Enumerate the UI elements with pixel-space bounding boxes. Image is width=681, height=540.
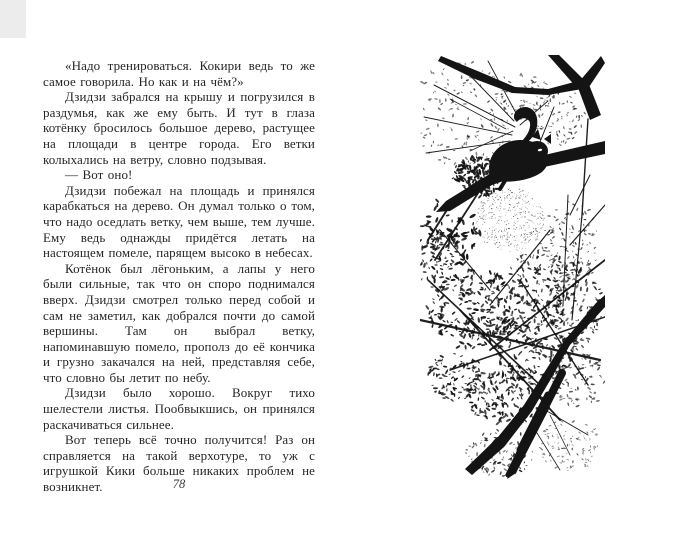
scan-edge-artifact — [0, 0, 26, 38]
page-number: 78 — [172, 477, 186, 491]
paragraph: Вот теперь всё точно получится! Раз он справляется на такой верхотуре, то уж с игрушкой Кики больше никаких проблем не возникнет. — [43, 432, 315, 495]
story-text — [43, 58, 315, 495]
paragraph: Дзидзи забрался на крышу и погрузился в раздумья, как же ему быть. И тут в глаза котёнку бросилось большое дерево, растущее на площади в центре города. Его ветки колыхались на ветру, словно подзывая. — [43, 89, 315, 167]
paragraph: Котёнок был лёгоньким, а лапы у него были сильные, так что он споро поднимался вверх. Дзидзи смотрел только перед собой и сам не заметил, как добрался почти до самой вершины. Там он выбрал ветку, напоминавшую помело, прополз до её кончика и грузно закачался на ней, представляя себе, что словно бы летит по небу. — [43, 260, 315, 385]
cat-in-tree-illustration — [420, 55, 605, 485]
left-page — [43, 58, 315, 495]
paragraph: «Надо тренироваться. Кокири ведь то же самое говорила. Но как и на чём?» — [43, 58, 315, 89]
foliage-leaves — [420, 61, 605, 478]
twig-lines — [420, 61, 605, 470]
right-page — [420, 55, 605, 485]
paragraph: Дзидзи было хорошо. Вокруг тихо шелестели листья. Пообвыкшись, он принялся раскачиваться сильнее. — [43, 385, 315, 432]
paragraph-dialogue: — Вот оно! — [65, 167, 133, 183]
black-cat-silhouette — [482, 107, 551, 189]
paragraph: Дзидзи побежал на площадь и принялся карабкаться на дерево. Он думал только о том, что надо оседлать ветку, чем выше, тем лучше. Ему ведь однажды придётся летать на настоящем помеле, парящем высоко в небесах. — [43, 182, 315, 261]
